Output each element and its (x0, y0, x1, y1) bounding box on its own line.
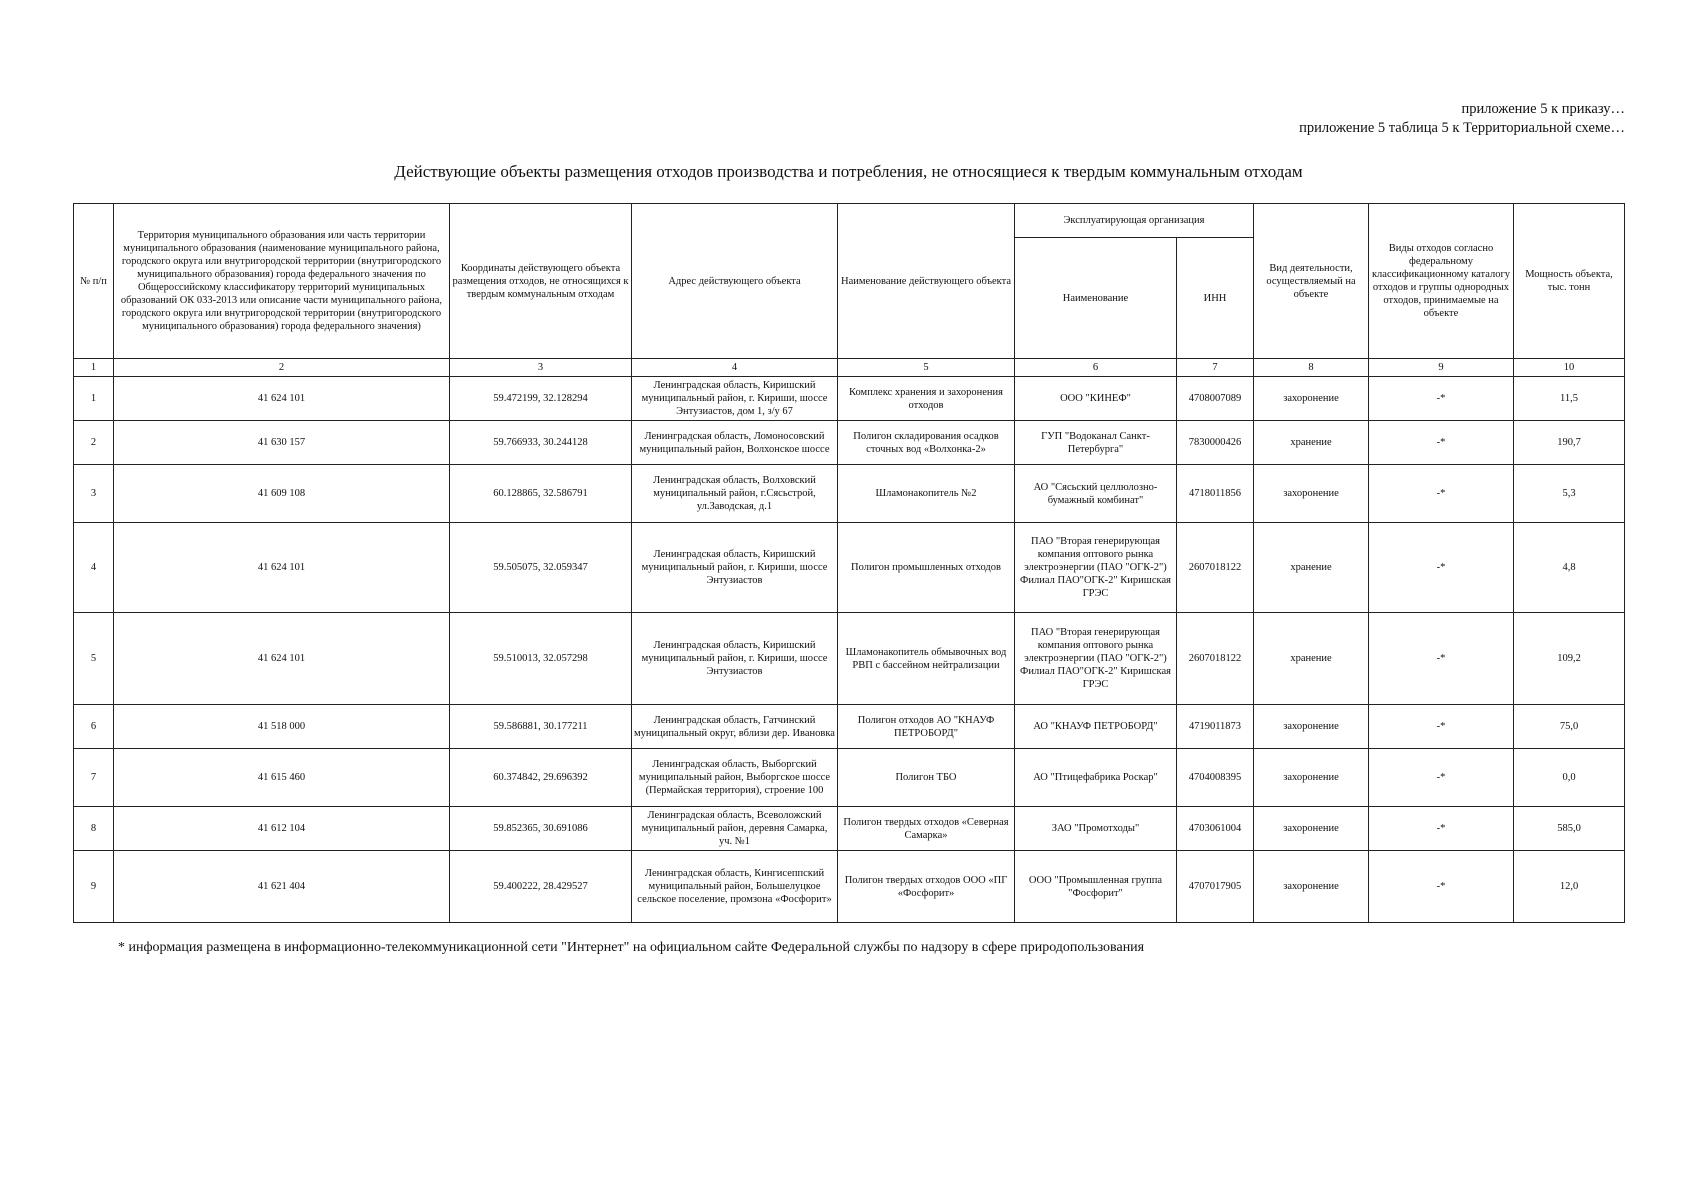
cell-operator-name: АО "Сясьский целлюлозно-бумажный комбинат" (1015, 465, 1177, 523)
cell-num: 1 (74, 377, 114, 421)
column-number: 3 (450, 359, 632, 377)
cell-coords: 59.510013, 32.057298 (450, 613, 632, 705)
cell-territory: 41 609 108 (114, 465, 450, 523)
header-activity: Вид деятельности, осуществляемый на объекте (1254, 204, 1369, 359)
cell-waste-types: -* (1369, 465, 1514, 523)
cell-territory: 41 624 101 (114, 377, 450, 421)
cell-capacity: 0,0 (1514, 749, 1625, 807)
header-operator: Эксплуатирующая организация (1015, 204, 1254, 238)
cell-activity: хранение (1254, 613, 1369, 705)
cell-activity: захоронение (1254, 705, 1369, 749)
header-line-1: приложение 5 к приказу… (1461, 101, 1625, 117)
table-row (74, 377, 1625, 421)
cell-num: 2 (74, 421, 114, 465)
cell-territory: 41 518 000 (114, 705, 450, 749)
cell-object-name: Полигон ТБО (838, 749, 1015, 807)
table-row (74, 613, 1625, 705)
header-coords: Координаты действующего объекта размещения отходов, не относящихся к твердым коммунальным отходам (450, 204, 632, 359)
cell-territory: 41 624 101 (114, 523, 450, 613)
cell-num: 6 (74, 705, 114, 749)
cell-inn: 4707017905 (1177, 851, 1254, 923)
column-number: 8 (1254, 359, 1369, 377)
header-operator-name: Наименование (1015, 238, 1177, 359)
cell-address: Ленинградская область, Киришский муниципальный район, г. Кириши, шоссе Энтузиастов (632, 613, 838, 705)
cell-num: 9 (74, 851, 114, 923)
column-number: 5 (838, 359, 1015, 377)
cell-capacity: 190,7 (1514, 421, 1625, 465)
document-header (1299, 100, 1625, 138)
column-number: 2 (114, 359, 450, 377)
cell-activity: захоронение (1254, 851, 1369, 923)
cell-inn: 2607018122 (1177, 613, 1254, 705)
cell-territory: 41 612 104 (114, 807, 450, 851)
cell-waste-types: -* (1369, 421, 1514, 465)
cell-activity: захоронение (1254, 377, 1369, 421)
cell-coords: 60.374842, 29.696392 (450, 749, 632, 807)
cell-inn: 2607018122 (1177, 523, 1254, 613)
header-territory: Территория муниципального образования или часть территории муниципального образования (наименование муниципального района, городского округа или внутригородской территории (внутригородского муниципального образования) города федерального значения по Общероссийскому классификатору территорий муниципальных образований ОК 033-2013 или описание части муниципального района, городского округа или внутригородской территории (внутригородского муниципального образования) города федерального значения) (114, 204, 450, 359)
cell-operator-name: ЗАО "Промотходы" (1015, 807, 1177, 851)
cell-address: Ленинградская область, Кингисеппский муниципальный район, Большелуцкое сельское поселение, промзона «Фосфорит» (632, 851, 838, 923)
cell-waste-types: -* (1369, 377, 1514, 421)
cell-address: Ленинградская область, Волховский муниципальный район, г.Сясьстрой, ул.Заводская, д.1 (632, 465, 838, 523)
cell-address: Ленинградская область, Киришский муниципальный район, г. Кириши, шоссе Энтузиастов (632, 523, 838, 613)
cell-object-name: Полигон складирования осадков сточных вод «Волхонка-2» (838, 421, 1015, 465)
document-title: Действующие объекты размещения отходов производства и потребления, не относящиеся к твердым коммунальным отходам (394, 162, 1303, 181)
cell-capacity: 4,8 (1514, 523, 1625, 613)
table-row (74, 749, 1625, 807)
header-capacity: Мощность объекта, тыс. тонн (1514, 204, 1625, 359)
waste-facilities-table (73, 203, 1625, 923)
header-waste-types: Виды отходов согласно федеральному классификационному каталогу отходов и группы однородных отходов, принимаемые на объекте (1369, 204, 1514, 359)
cell-coords: 59.852365, 30.691086 (450, 807, 632, 851)
cell-num: 3 (74, 465, 114, 523)
cell-operator-name: АО "КНАУФ ПЕТРОБОРД" (1015, 705, 1177, 749)
cell-capacity: 75,0 (1514, 705, 1625, 749)
cell-address: Ленинградская область, Киришский муниципальный район, г. Кириши, шоссе Энтузиастов, дом 1, з/у 67 (632, 377, 838, 421)
table-row (74, 421, 1625, 465)
cell-capacity: 11,5 (1514, 377, 1625, 421)
cell-activity: хранение (1254, 421, 1369, 465)
cell-territory: 41 615 460 (114, 749, 450, 807)
cell-inn: 4718011856 (1177, 465, 1254, 523)
header-inn: ИНН (1177, 238, 1254, 359)
column-number: 7 (1177, 359, 1254, 377)
column-number-row (74, 359, 1625, 377)
cell-waste-types: -* (1369, 749, 1514, 807)
cell-address: Ленинградская область, Всеволожский муниципальный район, деревня Самарка, уч. №1 (632, 807, 838, 851)
cell-address: Ленинградская область, Выборгский муниципальный район, Выборгское шоссе (Пермайская территория), строение 100 (632, 749, 838, 807)
cell-capacity: 585,0 (1514, 807, 1625, 851)
cell-operator-name: ПАО "Вторая генерирующая компания оптового рынка электроэнергии (ПАО "ОГК-2") Филиал ПАО"ОГК-2" Киришская ГРЭС (1015, 523, 1177, 613)
cell-activity: хранение (1254, 523, 1369, 613)
cell-coords: 59.505075, 32.059347 (450, 523, 632, 613)
cell-coords: 59.766933, 30.244128 (450, 421, 632, 465)
cell-operator-name: ПАО "Вторая генерирующая компания оптового рынка электроэнергии (ПАО "ОГК-2") Филиал ПАО"ОГК-2" Киришская ГРЭС (1015, 613, 1177, 705)
cell-operator-name: ООО "КИНЕФ" (1015, 377, 1177, 421)
cell-address: Ленинградская область, Ломоносовский муниципальный район, Волхонское шоссе (632, 421, 838, 465)
cell-object-name: Шламонакопитель обмывочных вод РВП с бассейном нейтрализации (838, 613, 1015, 705)
cell-address: Ленинградская область, Гатчинский муниципальный округ, вблизи дер. Ивановка (632, 705, 838, 749)
cell-operator-name: ГУП "Водоканал Санкт-Петербурга" (1015, 421, 1177, 465)
cell-object-name: Шламонакопитель №2 (838, 465, 1015, 523)
column-number: 4 (632, 359, 838, 377)
cell-territory: 41 624 101 (114, 613, 450, 705)
header-line-2: приложение 5 таблица 5 к Территориальной схеме… (1299, 120, 1625, 136)
cell-inn: 4708007089 (1177, 377, 1254, 421)
cell-num: 7 (74, 749, 114, 807)
cell-inn: 7830000426 (1177, 421, 1254, 465)
table-row (74, 807, 1625, 851)
header-object-name: Наименование действующего объекта (838, 204, 1015, 359)
cell-num: 5 (74, 613, 114, 705)
cell-waste-types: -* (1369, 807, 1514, 851)
column-number: 9 (1369, 359, 1514, 377)
cell-coords: 59.586881, 30.177211 (450, 705, 632, 749)
cell-operator-name: ООО "Промышленная группа "Фосфорит" (1015, 851, 1177, 923)
column-number: 1 (74, 359, 114, 377)
header-address: Адрес действующего объекта (632, 204, 838, 359)
cell-waste-types: -* (1369, 613, 1514, 705)
column-number: 10 (1514, 359, 1625, 377)
cell-inn: 4704008395 (1177, 749, 1254, 807)
cell-activity: захоронение (1254, 465, 1369, 523)
cell-waste-types: -* (1369, 851, 1514, 923)
cell-object-name: Полигон отходов АО "КНАУФ ПЕТРОБОРД" (838, 705, 1015, 749)
cell-capacity: 12,0 (1514, 851, 1625, 923)
cell-num: 8 (74, 807, 114, 851)
table-row (74, 523, 1625, 613)
cell-object-name: Комплекс хранения и захоронения отходов (838, 377, 1015, 421)
cell-capacity: 5,3 (1514, 465, 1625, 523)
footnote: * информация размещена в информационно-телекоммуникационной сети "Интернет" на официальном сайте Федеральной службы по надзору в сфере природопользования (118, 940, 1145, 955)
cell-inn: 4703061004 (1177, 807, 1254, 851)
table-row (74, 851, 1625, 923)
cell-inn: 4719011873 (1177, 705, 1254, 749)
header-num: № п/п (74, 204, 114, 359)
cell-operator-name: АО "Птицефабрика Роскар" (1015, 749, 1177, 807)
cell-capacity: 109,2 (1514, 613, 1625, 705)
cell-waste-types: -* (1369, 705, 1514, 749)
table-row (74, 465, 1625, 523)
column-number: 6 (1015, 359, 1177, 377)
cell-num: 4 (74, 523, 114, 613)
cell-coords: 60.128865, 32.586791 (450, 465, 632, 523)
cell-object-name: Полигон твердых отходов «Северная Самарка» (838, 807, 1015, 851)
cell-territory: 41 621 404 (114, 851, 450, 923)
cell-object-name: Полигон твердых отходов ООО «ПГ «Фосфорит» (838, 851, 1015, 923)
cell-waste-types: -* (1369, 523, 1514, 613)
cell-territory: 41 630 157 (114, 421, 450, 465)
cell-object-name: Полигон промышленных отходов (838, 523, 1015, 613)
cell-coords: 59.400222, 28.429527 (450, 851, 632, 923)
cell-coords: 59.472199, 32.128294 (450, 377, 632, 421)
table-row (74, 705, 1625, 749)
cell-activity: захоронение (1254, 749, 1369, 807)
cell-activity: захоронение (1254, 807, 1369, 851)
